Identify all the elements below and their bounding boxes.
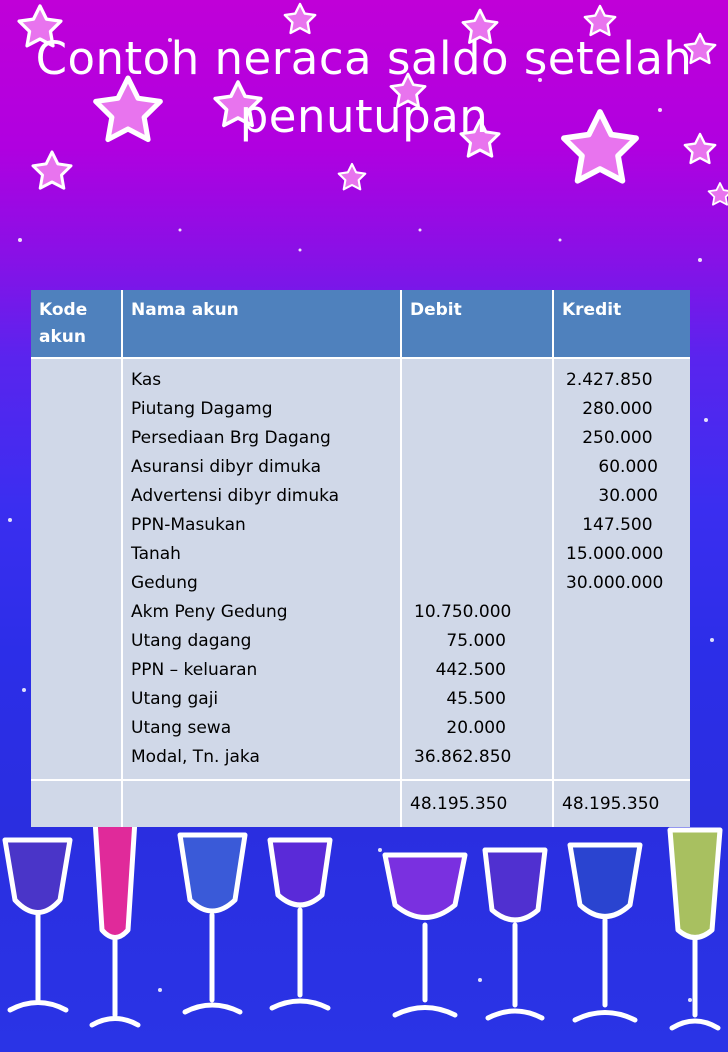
- table-body-row: [31, 358, 690, 780]
- total-kredit: 48.195.350: [553, 780, 690, 827]
- total-kode-cell: [31, 780, 122, 827]
- total-row: [31, 780, 690, 827]
- account-name: Advertensi dibyr dimuka: [131, 486, 340, 506]
- account-name: Piutang Dagamg: [131, 399, 273, 419]
- account-name: Utang gaji: [131, 689, 219, 709]
- debit-value: 442.500: [414, 660, 506, 680]
- kredit-value: [562, 598, 682, 627]
- account-name: PPN-Masukan: [131, 515, 246, 535]
- table-header-row: [31, 290, 690, 358]
- debit-value: [410, 511, 544, 540]
- header-debit: Debit: [401, 290, 553, 358]
- debit-value: [410, 482, 544, 511]
- account-names-cell: [122, 358, 401, 780]
- total-debit: 48.195.350: [401, 780, 553, 827]
- kredit-value: [562, 743, 682, 772]
- kredit-value: 15.000.000: [566, 544, 664, 564]
- account-name: Asuransi dibyr dimuka: [131, 457, 321, 477]
- kredit-value: 60.000: [566, 457, 658, 477]
- kredit-value: [562, 627, 682, 656]
- account-name: Persediaan Brg Dagang: [131, 428, 331, 448]
- total-name-cell: [122, 780, 401, 827]
- kredit-value: 2.427.850: [566, 370, 653, 390]
- debit-values-cell: [401, 358, 553, 780]
- kredit-values-cell: [553, 358, 690, 780]
- account-name: PPN – keluaran: [131, 660, 258, 680]
- kode-akun-cell: [31, 358, 122, 780]
- kredit-value: 147.500: [566, 515, 653, 535]
- account-name: Gedung: [131, 573, 198, 593]
- account-name: Akm Peny Gedung: [131, 602, 288, 622]
- kredit-value: 250.000: [566, 428, 653, 448]
- debit-value: [410, 569, 544, 598]
- debit-value: 10.750.000: [414, 602, 512, 622]
- kredit-value: 30.000.000: [566, 573, 664, 593]
- kredit-value: 280.000: [566, 399, 653, 419]
- debit-value: [410, 540, 544, 569]
- debit-value: 45.500: [414, 689, 506, 709]
- debit-value: 75.000: [414, 631, 506, 651]
- debit-value: [410, 395, 544, 424]
- kredit-value: [562, 656, 682, 685]
- kredit-value: 30.000: [566, 486, 658, 506]
- account-name: Modal, Tn. jaka: [131, 747, 260, 767]
- debit-value: 36.862.850: [414, 747, 512, 767]
- trial-balance-table: [31, 290, 690, 827]
- debit-value: [410, 453, 544, 482]
- slide-title: Contoh neraca saldo setelah penutupan: [35, 32, 693, 143]
- glasses-decoration: [5, 820, 720, 1028]
- kredit-value: [562, 714, 682, 743]
- debit-value: 20.000: [414, 718, 506, 738]
- account-name: Tanah: [131, 544, 181, 564]
- header-kredit: Kredit: [553, 290, 690, 358]
- debit-value: [410, 366, 544, 395]
- debit-value: [410, 424, 544, 453]
- account-name: Kas: [131, 370, 162, 390]
- header-nama-akun: Nama akun: [122, 290, 401, 358]
- account-name: Utang sewa: [131, 718, 232, 738]
- header-kode-akun: Kode akun: [31, 290, 122, 358]
- account-name: Utang dagang: [131, 631, 252, 651]
- kredit-value: [562, 685, 682, 714]
